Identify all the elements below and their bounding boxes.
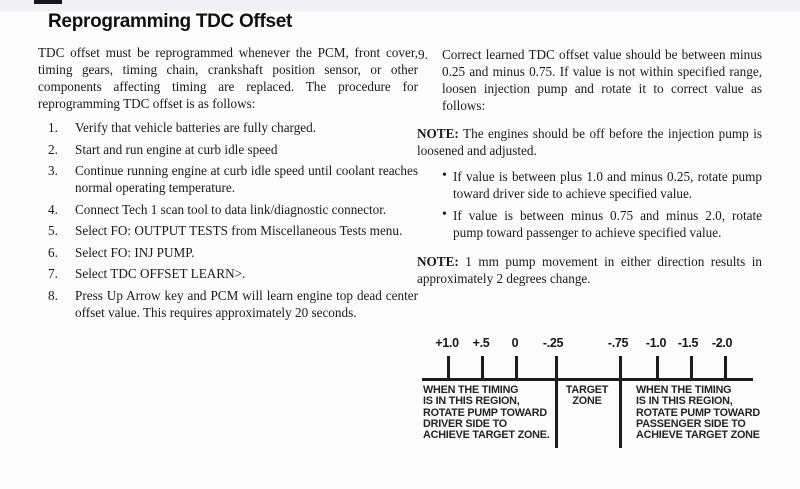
scale-tick-label: -1.0 (645, 336, 667, 350)
step-item (38, 162, 418, 196)
list-item (417, 207, 762, 241)
step-number: 4. (48, 201, 58, 217)
step-number: 6. (48, 244, 58, 260)
step-number: 5. (48, 223, 58, 238)
step-text: Continue running engine at curb idle speed until coolant reaches normal operating temperature. (75, 163, 418, 195)
target-zone-right-boundary (619, 378, 622, 448)
region-text-line: PASSENGER SIDE TO (636, 417, 746, 430)
step-number: 8. (48, 287, 58, 303)
timing-scale-diagram (417, 336, 762, 456)
scale-tick-label: +.5 (472, 336, 490, 350)
list-item (417, 168, 762, 202)
region-text-line: DRIVER SIDE TO (423, 417, 507, 430)
tick-mark (724, 356, 727, 378)
region-text-line: IS IN THIS REGION, (636, 395, 733, 408)
bullet-text: If value is between plus 1.0 and minus 0.25, rotate pump toward driver side to achieve specified value. (453, 169, 762, 201)
step-number: 7. (48, 266, 58, 281)
tick-mark (690, 356, 693, 378)
scan-artifact-dash (34, 0, 62, 4)
procedure-steps (38, 119, 418, 321)
note-label: NOTE: (417, 126, 459, 141)
tick-mark (555, 356, 558, 378)
bullet-text: If value is between minus 0.75 and minus 2.0, rotate pump toward passenger to achieve specified value. (453, 208, 762, 240)
tick-mark (447, 356, 450, 378)
right-column (417, 46, 762, 287)
step-item (38, 244, 418, 261)
step-number: 2. (48, 141, 58, 157)
bullet-icon: • (442, 207, 447, 222)
tick-mark (481, 356, 484, 378)
target-zone-label (558, 385, 616, 408)
region-text-line: WHEN THE TIMING (636, 384, 732, 396)
step-text: Select TDC OFFSET LEARN>. (75, 266, 246, 281)
step-text: Verify that vehicle batteries are fully charged. (75, 120, 317, 135)
driver-side-region-label (423, 385, 568, 441)
scale-tick-label: -1.5 (677, 336, 699, 350)
tick-mark (619, 356, 622, 378)
note-label: NOTE: (417, 254, 459, 269)
step-number: 1. (48, 120, 58, 135)
region-text-line: ROTATE PUMP TOWARD (423, 406, 547, 419)
step-item (417, 46, 762, 114)
step-item (38, 201, 418, 218)
step-item (38, 119, 418, 136)
scale-tick-label: 0 (511, 336, 519, 350)
step-text: Select FO: INJ PUMP. (75, 244, 195, 260)
scale-tick-label: -2.0 (711, 336, 733, 350)
scale-tick-label: +1.0 (435, 336, 459, 350)
step-item (38, 287, 418, 321)
step-text: Start and run engine at curb idle speed (75, 141, 278, 157)
passenger-side-region-label (636, 385, 774, 441)
step-item (38, 265, 418, 282)
tick-mark (656, 356, 659, 378)
step-number: 3. (48, 163, 58, 178)
scale-axis-line (422, 378, 753, 381)
bullet-icon: • (442, 168, 447, 183)
tick-mark (515, 356, 518, 378)
note-paragraph (417, 125, 762, 159)
region-text-line: ZONE (572, 395, 602, 408)
scale-tick-label: -.75 (607, 336, 629, 350)
step-item (38, 141, 418, 158)
step-text: Correct learned TDC offset value should be between minus 0.25 and minus 0.75. If value is not within specified range, loosen injection pump and rotate it to correct value as follows: (442, 47, 762, 113)
note-text: The engines should be off before the injection pump is loosened and adjusted. (417, 126, 762, 158)
region-text-line: IS IN THIS REGION, (423, 395, 520, 408)
step-item (38, 222, 418, 239)
region-text-line: ACHIEVE TARGET ZONE (636, 429, 760, 442)
step-text: Press Up Arrow key and PCM will learn engine top dead center offset value. This requires approximately 20 seconds. (75, 287, 418, 320)
scale-tick-label: -.25 (542, 336, 564, 350)
region-text-line: WHEN THE TIMING (423, 384, 519, 396)
step-text: Connect Tech 1 scan tool to data link/diagnostic connector. (75, 201, 387, 217)
region-text-line: ROTATE PUMP TOWARD (636, 406, 760, 419)
scan-top-band (0, 0, 800, 11)
page-title: Reprogramming TDC Offset (48, 11, 293, 32)
step-number: 9. (418, 47, 428, 62)
adjustment-bullets (417, 168, 762, 241)
note-paragraph (417, 253, 762, 287)
note-text: 1 mm pump movement in either direction results in approximately 2 degrees change. (417, 254, 762, 286)
left-column (38, 44, 418, 325)
step-text: Select FO: OUTPUT TESTS from Miscellaneous Tests menu. (75, 223, 403, 238)
region-text-line: TARGET (565, 384, 609, 396)
intro-paragraph: TDC offset must be reprogrammed whenever the PCM, front cover, timing gears, timing chain, crankshaft position sensor, or other components affecting timing are replaced. The procedure for reprogramming TDC offset is as follows: (38, 45, 418, 111)
region-text-line: ACHIEVE TARGET ZONE. (423, 429, 550, 442)
